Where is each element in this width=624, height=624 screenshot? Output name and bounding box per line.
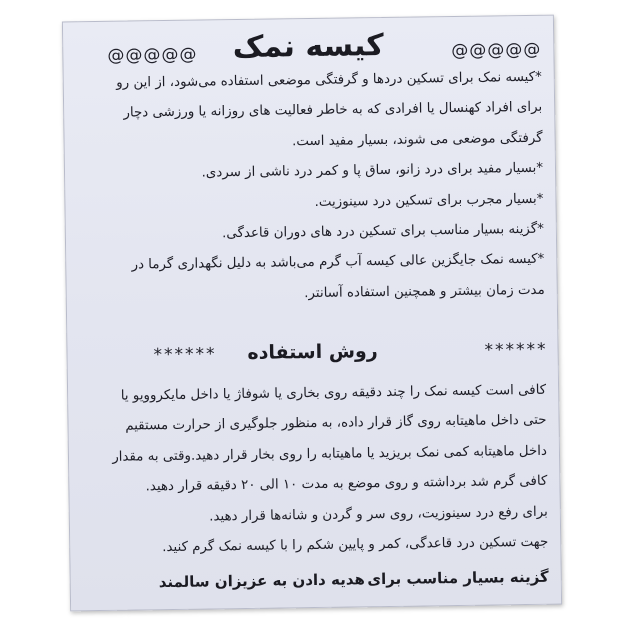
usage-title: روش استفاده [247,340,378,364]
usage-heading-row [67,338,557,377]
usage-line: کافی است کیسه نمک را چند دقیقه روی بخاری یا شوفاژ یا داخل مایکروویو یا [120,382,547,404]
usage-line: داخل ماهیتابه کمی نمک بریزید یا ماهیتابه را روی بخار قرار دهید.وقتی به مقدار [112,443,548,465]
product-leaflet [62,15,562,612]
description-line: برای افراد کهنسال یا افرادی که به خاطر فعالیت های روزانه یا ورزشی دچار [123,100,543,122]
usage-line: کافی گرم شد برداشته و روی موضع به مدت ۱۰ الی ۲۰ دقیقه قرار دهید. [145,473,548,495]
description-line: *بسیار مجرب برای تسکین درد سینوزیت. [314,191,544,210]
decorative-stars-left: ****** [153,344,217,366]
usage-line: جهت تسکین درد قاعدگی، کمر و پایین شکم را با کیسه نمک گرم کنید. [162,534,549,556]
description-line: مدت زمان بیشتر و همچنین استفاده آسانتر. [304,282,545,301]
usage-section [78,376,549,565]
description-line: *کیسه نمک برای تسکین دردها و گرفتگی موضعی استفاده می‌شود، از این رو [116,69,542,91]
decorative-at-signs-left: @@@@@ [107,44,198,66]
description-section [74,63,545,313]
footer-tagline-left: هدیه دادن به عزیزان سالمند [158,570,365,592]
usage-line: برای رفع درد سینوزیت، روی سر و گردن و شانه‌ها قرار دهید. [209,504,548,525]
description-line: *بسیار مفید برای درد زانو، ساق پا و کمر درد ناشی از سردی. [201,160,544,181]
description-line: گرفتگی موضعی می شوند، بسیار مفید است. [291,130,543,150]
description-line: *کیسه نمک جایگزین عالی کیسه آب گرم می‌باشد به دلیل نگهداری گرما در [131,252,545,273]
decorative-at-signs-right: @@@@@ [451,39,542,62]
leaflet-title: کیسه نمک [232,27,384,66]
usage-line: حتی داخل ماهیتابه روی گاز قرار داده، به منظور جلوگیری از حرارت مستقیم [125,413,547,435]
decorative-stars-right: ****** [484,339,548,361]
footer-tagline-right: گزینه بسیار مناسب برای [367,567,549,589]
description-line: *گزینه بسیار مناسب برای تسکین درد های دوران قاعدگی. [222,221,544,242]
